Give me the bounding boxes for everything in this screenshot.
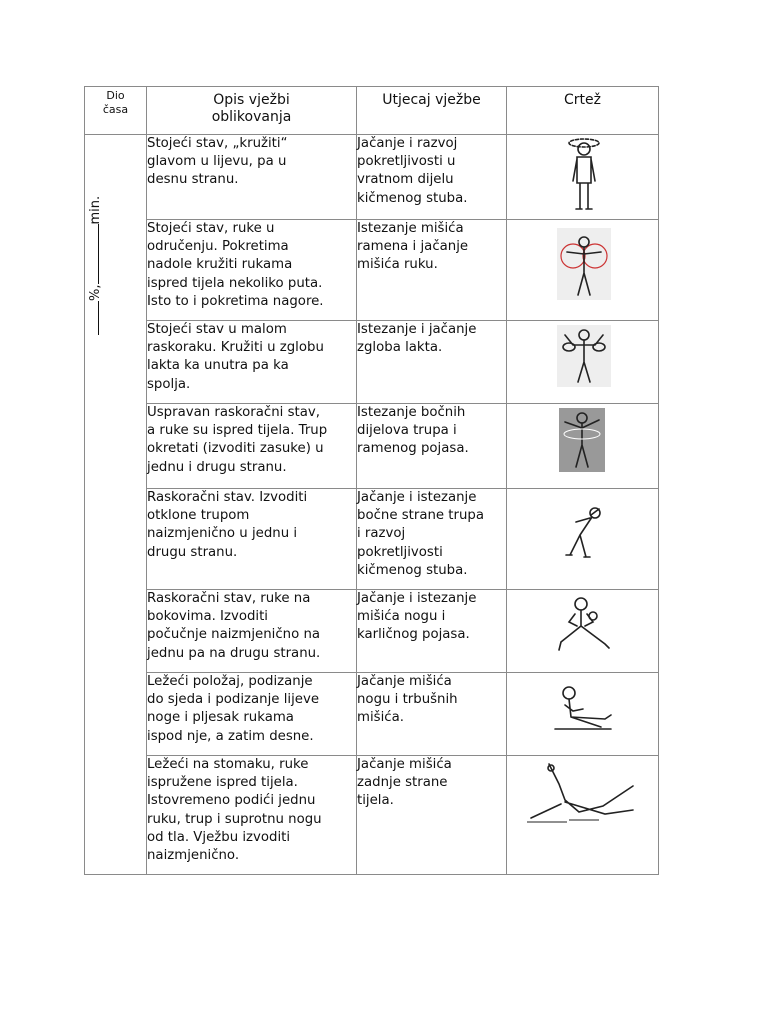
description-line: spolja. (147, 376, 191, 392)
header-effect-text: Utjecaj vježbe (382, 92, 481, 108)
description-line: Stojeći stav u malom (147, 322, 287, 337)
header-drawing (507, 87, 659, 135)
description-line: od tla. Vježbu izvoditi (147, 829, 291, 845)
effect-line: i razvoj (357, 526, 406, 542)
effect-line: mišića. (357, 710, 404, 726)
exercise-drawing (507, 590, 659, 673)
minutes-blank (87, 225, 99, 285)
effect-line: karličnog pojasa. (357, 627, 470, 643)
description-line: Ležeći na stomaku, ruke (147, 757, 309, 772)
torso-twist-figure-icon (507, 404, 658, 488)
description-line: raskoraku. Kružiti u zglobu (147, 340, 324, 356)
table-row (85, 756, 659, 875)
effect-line: dijelova trupa i (357, 423, 457, 439)
exercise-drawing (507, 135, 659, 220)
exercise-drawing (507, 756, 659, 875)
sit-up-figure-icon (507, 673, 658, 755)
header-description-line1: Opis vježbi (213, 92, 290, 108)
exercise-description (147, 673, 357, 756)
exercise-description (147, 590, 357, 673)
description-line: počučnje naizmjenično na (147, 627, 321, 643)
effect-line: tijela. (357, 793, 394, 809)
exercise-description (147, 756, 357, 875)
header-description-line2: oblikovanja (211, 109, 292, 125)
description-line: ispred tijela nekoliko puta. (147, 275, 323, 291)
effect-line: kičmenog stuba. (357, 190, 468, 206)
table-row (85, 321, 659, 404)
description-line: ruku, trup i suprotnu nogu (147, 811, 322, 827)
exercise-effect (357, 321, 507, 404)
time-fill-in-label (87, 135, 103, 335)
effect-line: vratnom dijelu (357, 172, 454, 188)
description-line: Isto to i pokretima nagore. (147, 293, 324, 309)
effect-line: Jačanje mišića (357, 757, 452, 772)
arm-circles-figure-icon (507, 220, 658, 320)
description-line: a ruke su ispred tijela. Trup (147, 423, 328, 439)
exercise-description (147, 220, 357, 321)
description-line: do sjeda i podizanje lijeve (147, 692, 320, 708)
exercise-drawing (507, 489, 659, 590)
description-line: Ležeći položaj, podizanje (147, 674, 313, 689)
exercise-effect (357, 756, 507, 875)
header-effect (357, 87, 507, 135)
effect-line: pokretljivosti (357, 544, 443, 560)
exercise-drawing (507, 321, 659, 404)
minutes-label: min. (88, 195, 103, 225)
exercise-effect (357, 489, 507, 590)
description-line: Stojeći stav, ruke u (147, 221, 275, 236)
description-line: naizmjenično. (147, 848, 240, 864)
effect-line: Istezanje bočnih (357, 405, 466, 420)
exercise-description (147, 135, 357, 220)
description-line: odručenju. Pokretima (147, 239, 289, 255)
description-line: noge i pljesak rukama (147, 710, 294, 726)
effect-line: Jačanje mišića (357, 674, 452, 689)
percent-label: %, (88, 284, 103, 301)
side-lunge-figure-icon (507, 590, 658, 672)
description-line: drugu stranu. (147, 544, 238, 560)
percent-blank (87, 301, 99, 335)
exercise-description (147, 489, 357, 590)
part-of-class-cell (85, 135, 147, 875)
effect-line: bočne strane trupa (357, 508, 485, 524)
description-line: Istovremeno podići jednu (147, 793, 316, 809)
side-bend-figure-icon (507, 489, 658, 589)
exercise-drawing (507, 220, 659, 321)
effect-line: zadnje strane (357, 775, 448, 791)
description-line: ispružene ispred tijela. (147, 775, 298, 791)
exercise-description (147, 404, 357, 489)
head-circling-figure-icon (507, 135, 658, 219)
description-line: otklone trupom (147, 508, 250, 524)
description-line: ispod nje, a zatim desne. (147, 728, 314, 744)
effect-line: mišića nogu i (357, 609, 446, 625)
header-part-line1: Dio (106, 89, 125, 102)
table-row (85, 135, 659, 220)
effect-line: zgloba lakta. (357, 340, 443, 356)
description-line: desnu stranu. (147, 172, 239, 188)
prone-raise-figure-icon (507, 756, 658, 874)
effect-line: nogu i trbušnih (357, 692, 458, 708)
effect-line: Istezanje i jačanje (357, 322, 477, 337)
effect-line: pokretljivosti u (357, 154, 456, 170)
effect-line: Jačanje i razvoj (357, 136, 458, 151)
description-line: Raskoračni stav, ruke na (147, 591, 311, 606)
effect-line: kičmenog stuba. (357, 562, 468, 578)
effect-line: Jačanje i istezanje (357, 591, 477, 606)
description-line: Stojeći stav, „kružiti“ (147, 136, 288, 151)
description-line: bokovima. Izvoditi (147, 609, 269, 625)
description-line: jednu pa na drugu stranu. (147, 645, 321, 661)
description-line: lakta ka unutra pa ka (147, 358, 289, 374)
description-line: glavom u lijevu, pa u (147, 154, 287, 170)
exercise-effect (357, 673, 507, 756)
header-drawing-text: Crtež (564, 92, 601, 108)
elbow-circles-figure-icon (507, 321, 658, 403)
exercise-table (84, 86, 659, 875)
header-description (147, 87, 357, 135)
exercise-effect (357, 220, 507, 321)
table-row (85, 673, 659, 756)
description-line: okretati (izvoditi zasuke) u (147, 441, 324, 457)
table-row (85, 590, 659, 673)
exercise-drawing (507, 673, 659, 756)
exercise-description (147, 321, 357, 404)
header-row (85, 87, 659, 135)
exercise-drawing (507, 404, 659, 489)
effect-line: Jačanje i istezanje (357, 490, 477, 505)
table-row (85, 220, 659, 321)
table-row (85, 404, 659, 489)
effect-line: ramena i jačanje (357, 239, 469, 255)
description-line: Uspravan raskoračni stav, (147, 405, 320, 420)
description-line: Raskoračni stav. Izvoditi (147, 490, 308, 505)
header-part-of-class (85, 87, 147, 135)
description-line: nadole kružiti rukama (147, 257, 293, 273)
exercise-effect (357, 590, 507, 673)
exercise-effect (357, 135, 507, 220)
header-part-line2: časa (102, 103, 129, 116)
table-row (85, 489, 659, 590)
effect-line: Istezanje mišića (357, 221, 464, 236)
effect-line: mišića ruku. (357, 257, 438, 273)
exercise-effect (357, 404, 507, 489)
effect-line: ramenog pojasa. (357, 441, 469, 457)
description-line: jednu i drugu stranu. (147, 459, 287, 475)
description-line: naizmjenično u jednu i (147, 526, 298, 542)
